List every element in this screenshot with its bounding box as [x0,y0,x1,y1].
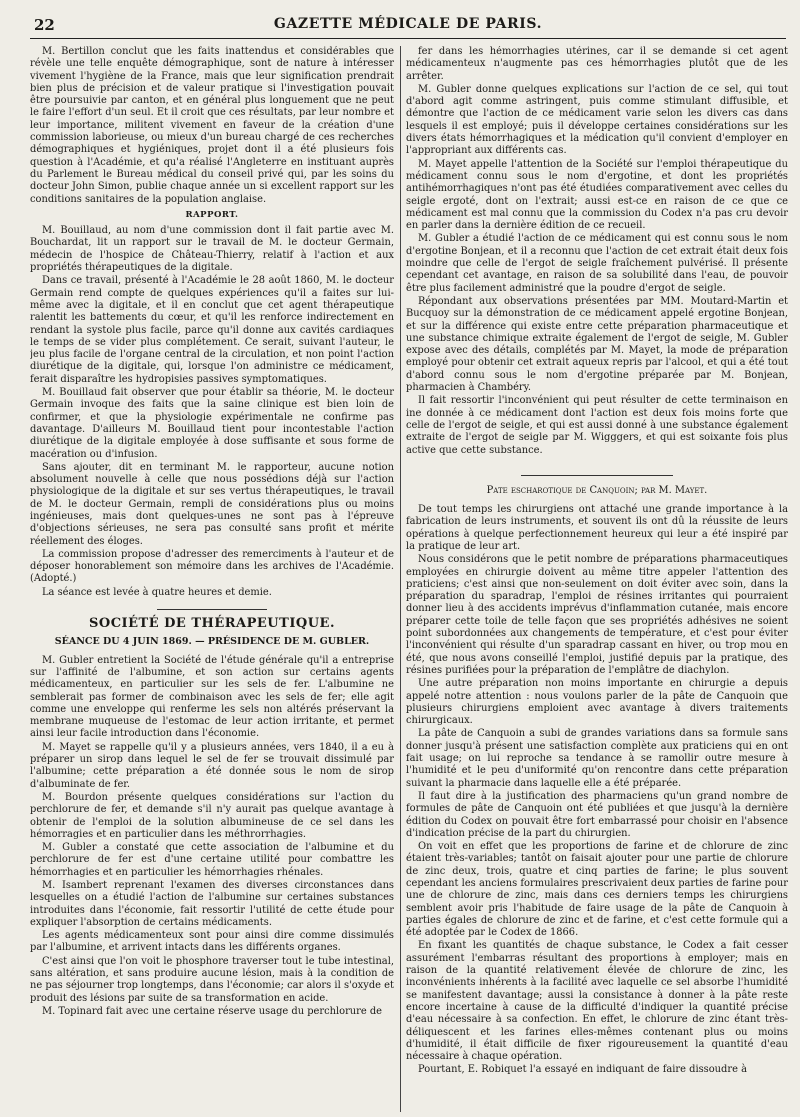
meeting-line: SÉANCE DU 4 JUIN 1869. — PRÉSIDENCE DE M. GUBLER. [54,636,370,648]
paragraph: M. Isambert reprenant l'examen des diverses circonstances dans lesquelles on a étudié l'action de l'albumine sur certaines substances introduites dans l'économie, fait ressortir l'utilité de cette étude pour expliquer l'absorption de certains médicaments. [30,880,394,928]
paragraph: fer dans les hémorrhagies utérines, car il se demande si cet agent médicamenteux n'augmente pas ces hémorrhagies plutôt que de les arrêter. [406,46,788,82]
page-number: 22 [34,16,55,34]
paragraph: Il faut dire à la justification des pharmaciens qu'un grand nombre de formules de pâte de Canquoin ont été publiées et que jusqu'à la dernière édition du Codex on pouvait être fort embarrassé pour choisir en l'absence d'indication précise de la part du chirurgien. [406,790,788,839]
paragraph: En fixant les quantités de chaque substance, le Codex a fait cesser assurément l'embarras résultant des proportions à employer; mais en raison de la quantité relativement élevée de chlorure de zinc, les inconvénients inhérents à la facilité avec laquelle ce sel absorbe l'humidité se manifestent davantage; aussi la consistance à donner à la pâte reste encore incertaine à cause de la difficulté d'indiquer la quantité précise d'eau nécessaire à sa confection. En effet, le chlorure de zinc étant très-déliquescent et les farines elles-mêmes contenant plus ou moins d'humidité, il était difficile de fixer rigoureusement la quantité d'eau nécessaire à chaque opération. [406,940,788,1063]
paragraph: C'est ainsi que l'on voit le phosphore traverser tout le tube intestinal, sans altération, et sans produire aucune lésion, mais à la condition de ne pas séjourner trop longtemps, dans l'économie; car alors il s'oxyde et produit des lésions par suite de sa transformation en acide. [30,955,394,1004]
article-rule [521,475,674,476]
paragraph: La commission propose d'adresser des remerciments à l'auteur et de déposer honorablement son mémoire dans les archives de l'Académie. (Adopté.) [30,548,394,585]
running-title: GAZETTE MÉDICALE DE PARIS. [273,16,543,32]
paragraph: M. Gubler donne quelques explications sur l'action de ce sel, qui tout d'abord agit comme astringent, puis comme stimulant diffusible, et démontre que l'action de ce médicament varie selon les divers cas dans lesquels il est employé; puis il développe certaines considérations sur les divers états hémorrhagiques et la médication qu'il convient d'employer en l'appropriant aux différents cas. [406,83,788,157]
paragraph: M. Bouillaud fait observer que pour établir sa théorie, M. le docteur Germain invoque des faits que la saine clinique est bien loin de confirmer, et que la physiologie expérimentale ne confirme pas davantage. D'ailleurs M. Bouillaud tient pour incontestable l'action diurétique de la digitale employée à dose suffisante et sous forme de macération ou d'infusion. [30,387,394,460]
paragraph: Il fait ressortir l'inconvénient qui peut résulter de cette terminaison en ine donnée à ce médicament dont l'action est deux fois moins forte que celle de l'ergot de seigle, et qui est aussi donné à une substance également extraite de l'ergot de seigle par M. Wigggers, et qui est soixante fois plus active que cette substance. [406,395,788,456]
paragraph: M. Bourdon présente quelques considérations sur l'action du perchlorure de fer, et demande s'il n'y aurait pas quelque avantage à obtenir de l'emploi de la solution albumineuse de ce sel dans les hémorragies et en particulier dans les méthrorrhagies. [30,791,394,840]
paragraph: Pourtant, E. Robiquet l'a essayé en indiquant de faire dissoudre à [418,1064,747,1076]
section-rule [157,609,267,610]
paragraph: M. Bertillon conclut que les faits inattendus et considérables que révèle une telle enquête démographique, sont de nature à intéresser vivement l'hygiène de la France, mais que leur signification prendrait bien plus de précision et de valeur pratique si l'investigation pouvait être poursuivie par canton, et en général plus longuement que ne peut le faire l'effort d'un seul. Et il croit que ces résultats, par leur nombre et leur importance, militent vivement en faveur de la création d'une commission laborieuse, ou mieux d'un bureau chargé de ces recherches démographiques et hygiéniques, projet dont il a été plusieurs fois question à l'Académie, et qu'a réalisé l'Angleterre en instituant auprès du Parlement le Bureau médical du conseil privé qui, par les soins du docteur John Simon, publie chaque année un si excellent rapport sur les conditions sanitaires de la population anglaise. [30,46,394,205]
paragraph: On voit en effet que les proportions de farine et de chlorure de zinc étaient très-variables; tantôt on faisait ajouter pour une partie de chlorure de zinc deux, trois, quatre et cinq parties de farine; le plus souvent cependant les anciens formulaires prescrivaient deux parties de farine pour une de chlorure de zinc, mais dans ces derniers temps les chirurgiens semblent avoir pris l'habitude de faire usage de la pâte de Canquoin à parties égales de chlorure de zinc et de farine, et c'est cette formule qui a été adoptée par le Codex de 1866. [406,841,788,939]
paragraph: M. Mayet appelle l'attention de la Société sur l'emploi thérapeutique du médicament connu sous le nom d'ergotine, et dont les propriétés antihémorrhagiques n'ont pas été étudiées comparativement avec celles du seigle ergoté, dont on l'extrait; aussi est-ce en raison de ce que ce médicament est mal connu que la commission du Codex n'a pas cru devoir en parler dans la dernière édition de ce recueil. [406,158,788,232]
paragraph: Nous considérons que le petit nombre de préparations pharmaceutiques employées en chirurgie doivent au même titre appeler l'attention des praticiens; c'est ainsi que non-seulement on doit éviter avec soin, dans la préparation du sparadrap, l'emploi de résines irritantes qui pourraient donner lieu à des accidents imprévus d'inflammation cutanée, mais encore préparer cette toile de telle façon que ses propriétés adhésives ne soient point subordonnées aux changements de température, et c'est pour éviter l'inconvénient qui résulte d'un sparadrap cassant en hiver, ou trop mou en été, que nous avons conseillé l'emploi, justifié depuis par la pratique, des résines purifiées pour la préparation de l'emplâtre de diachylon. [406,554,788,676]
article-title: Pate escharotique de Canquoin; par M. Mayet. [486,484,708,496]
paragraph: M. Mayet se rappelle qu'il y a plusieurs années, vers 1840, il a eu à préparer un sirop dans lequel le sel de fer se trouvait dissimulé par l'albumine; cette préparation a été donnée sous le nom de sirop d'albuminate de fer. [30,741,394,790]
subheading-rapport: RAPPORT. [185,209,239,220]
paragraph: M. Topinard fait avec une certaine réserve usage du perchlorure de [42,1005,383,1017]
column-divider [400,46,401,1112]
paragraph: M. Bouillaud, au nom d'une commission dont il fait partie avec M. Bouchardat, lit un rapport sur le travail de M. le docteur Germain, médecin de l'hospice de Château-Thierry, relatif à l'action et aux propriétés thérapeutiques de la digitale. [30,225,394,274]
paragraph: M. Gubler a étudié l'action de ce médicament qui est connu sous le nom d'ergotine Bonjean, et il a reconnu que l'action de cet extrait était deux fois moindre que celle de l'ergot de seigle fraîchement pulvérisé. Il présente cependant cet avantage, en raison de sa solubilité dans l'eau, de pouvoir être plus facilement administré que la poudre d'ergot de seigle. [406,233,788,294]
paragraph: M. Gubler entretient la Société de l'étude générale qu'il a entreprise sur l'affinité de l'albumine, et son action sur certains agents médicamenteux, en particulier sur les sels de fer. L'albumine ne semblerait pas former de combinaison avec les sels de fer; elle agit comme une enveloppe qui renferme les sels non altérés préservant la membrane muqueuse de l'estomac de leur action irritante, et permet ainsi leur facile introduction dans l'économie. [30,654,394,740]
left-column [30,46,394,1112]
paragraph: Dans ce travail, présenté à l'Académie le 28 août 1860, M. le docteur Germain rend compte de quelques expériences qu'il a faites sur lui-même avec la digitale, et il en conclut que cet agent thérapeutique ralentit les battements du cœur, et qu'il les renforce indirectement en rendant la systole plus facile, parce qu'il donne aux cavités cardiaques le temps de se vider plus complétement. Ce serait, suivant l'auteur, le jeu plus facile de l'organe central de la circulation, et non point l'action diurétique de la digitale, qui, lorsque l'on administre ce médicament, ferait disparaître les hydropisies passives symptomatiques. [30,275,394,385]
page-header [30,14,786,39]
paragraph: La pâte de Canquoin a subi de grandes variations dans sa formule sans donner jusqu'à présent une satisfaction complète aux praticiens qui en ont fait usage; on lui reproche sa tendance à se ramollir outre mesure à l'humidité et le peu d'uniformité qu'on rencontre dans cette préparation suivant la pharmacie dans laquelle elle a été préparée. [406,728,788,789]
paragraph: M. Gubler a constaté que cette association de l'albumine et du perchlorure de fer est d'une certaine utilité pour combattre les hémorrhagies et en particulier les hémorrhagies rhénales. [30,842,394,878]
right-column [406,46,788,1112]
paragraph: Répondant aux observations présentées par MM. Moutard-Martin et Bucquoy sur la démonstration de ce médicament appelé ergotine Bonjean, et sur la différence qui existe entre cette préparation pharmaceutique et une substance chimique extraite également de l'ergot de seigle, M. Gubler expose avec des détails, complétés par M. Mayet, la mode de préparation employé pour obtenir cet extrait aqueux repris par l'alcool, et qui a été tout d'abord connu sous le nom d'ergotine préparée par M. Bonjean, pharmacien à Chambéry. [406,295,788,394]
paragraph: Les agents médicamenteux sont pour ainsi dire comme dissimulés par l'albumine, et arrivent intacts dans les différents organes. [30,930,394,954]
paragraph: Sans ajouter, dit en terminant M. le rapporteur, aucune notion absolument nouvelle à celle que nous possédions déjà sur l'action physiologique de la digitale et sur ses vertus thérapeutiques, le travail de M. le docteur Germain, rempli de considérations plus ou moins ingénieuses, mais dont quelques-unes ne sont pas à l'épreuve d'objections sérieuses, ne sera pas consulté sans profit et mérite réellement des éloges. [30,461,394,547]
paragraph: La séance est levée à quatre heures et demie. [42,586,272,598]
paragraph: Une autre préparation non moins importante en chirurgie a depuis appelé notre attention : nous voulons parler de la pâte de Canquoin que plusieurs chirurgiens emploient avec avantage à divers traitements chirurgicaux. [406,678,788,727]
paragraph: De tout temps les chirurgiens ont attaché une grande importance à la fabrication de leurs instruments, et souvent ils ont dû la réussite de leurs opérations à quelque perfectionnement heureux qui leur a été inspiré par la pratique de leur art. [406,504,788,552]
section-title: SOCIÉTÉ DE THÉRAPEUTIQUE. [89,616,335,632]
